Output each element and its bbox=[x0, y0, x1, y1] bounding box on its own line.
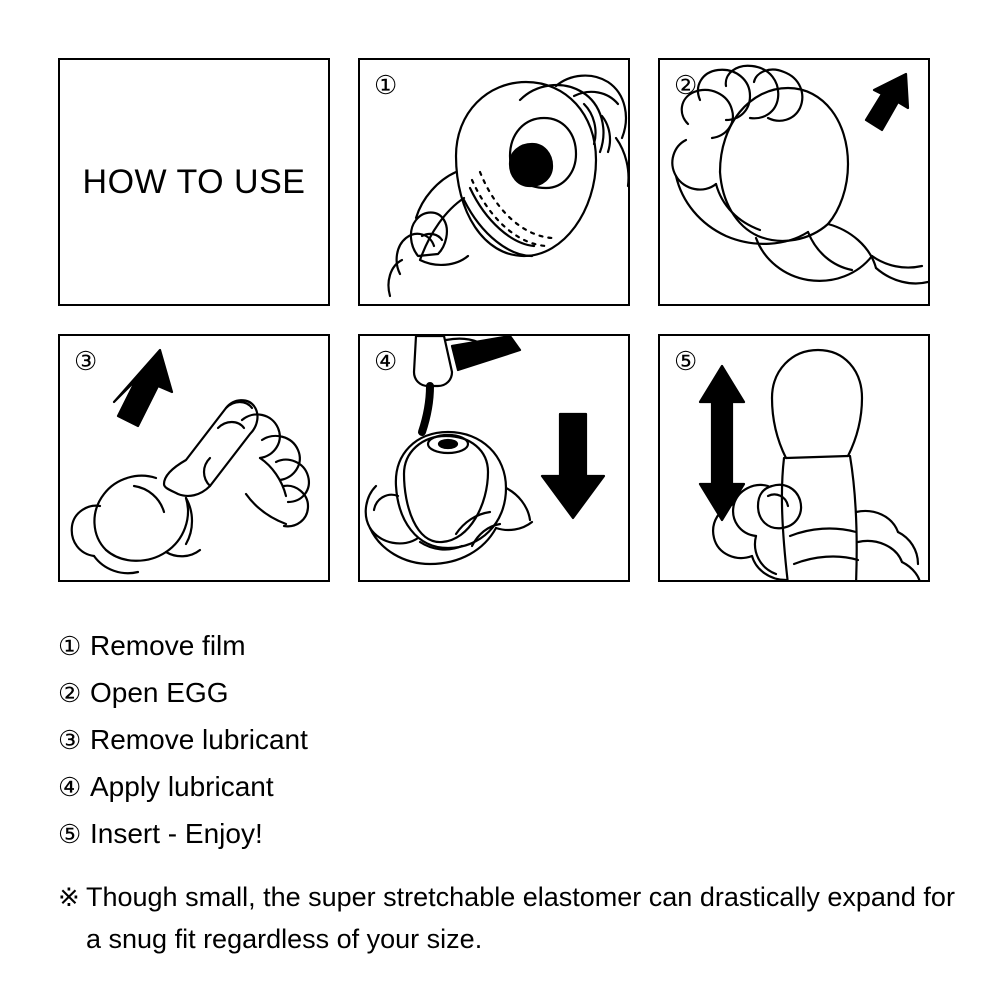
footnote-mark: ※ bbox=[58, 882, 80, 912]
illustration-remove-lubricant bbox=[60, 336, 330, 582]
list-item bbox=[58, 726, 958, 754]
list-item-mark: ① bbox=[58, 631, 82, 661]
list-item-mark: ② bbox=[58, 678, 82, 708]
list-item bbox=[58, 679, 958, 707]
illustration-insert-enjoy bbox=[660, 336, 930, 582]
step-number-5: ⑤ bbox=[674, 346, 698, 376]
footnote bbox=[58, 877, 958, 961]
panel-remove-lubricant bbox=[58, 334, 330, 582]
list-item-mark: ③ bbox=[58, 725, 82, 755]
list-item-label: Open EGG bbox=[90, 677, 229, 708]
list-item bbox=[58, 820, 958, 848]
list-item bbox=[58, 632, 958, 660]
step-number-2: ② bbox=[674, 70, 698, 100]
instruction-list bbox=[58, 632, 958, 867]
list-item-label: Insert - Enjoy! bbox=[90, 818, 263, 849]
list-item-label: Remove lubricant bbox=[90, 724, 308, 755]
list-item-label: Apply lubricant bbox=[90, 771, 274, 802]
panel-remove-film bbox=[358, 58, 630, 306]
panel-how-to-use bbox=[58, 58, 330, 306]
panel-apply-lubricant bbox=[358, 334, 630, 582]
list-item-label: Remove film bbox=[90, 630, 246, 661]
panel-grid bbox=[58, 58, 942, 582]
step-number-1: ① bbox=[374, 70, 398, 100]
footnote-text: Though small, the super stretchable elastomer can drastically expand for a snug fit regardless of your size. bbox=[86, 882, 955, 954]
panel-open-egg bbox=[658, 58, 930, 306]
step-number-3: ③ bbox=[74, 346, 98, 376]
list-item-mark: ④ bbox=[58, 772, 82, 802]
how-to-use-title: HOW TO USE bbox=[82, 162, 306, 201]
list-item bbox=[58, 773, 958, 801]
list-item-mark: ⑤ bbox=[58, 819, 82, 849]
illustration-open-egg bbox=[660, 60, 930, 306]
illustration-remove-film bbox=[360, 60, 630, 306]
step-number-4: ④ bbox=[374, 346, 398, 376]
panel-insert-enjoy bbox=[658, 334, 930, 582]
illustration-apply-lubricant bbox=[360, 336, 630, 582]
